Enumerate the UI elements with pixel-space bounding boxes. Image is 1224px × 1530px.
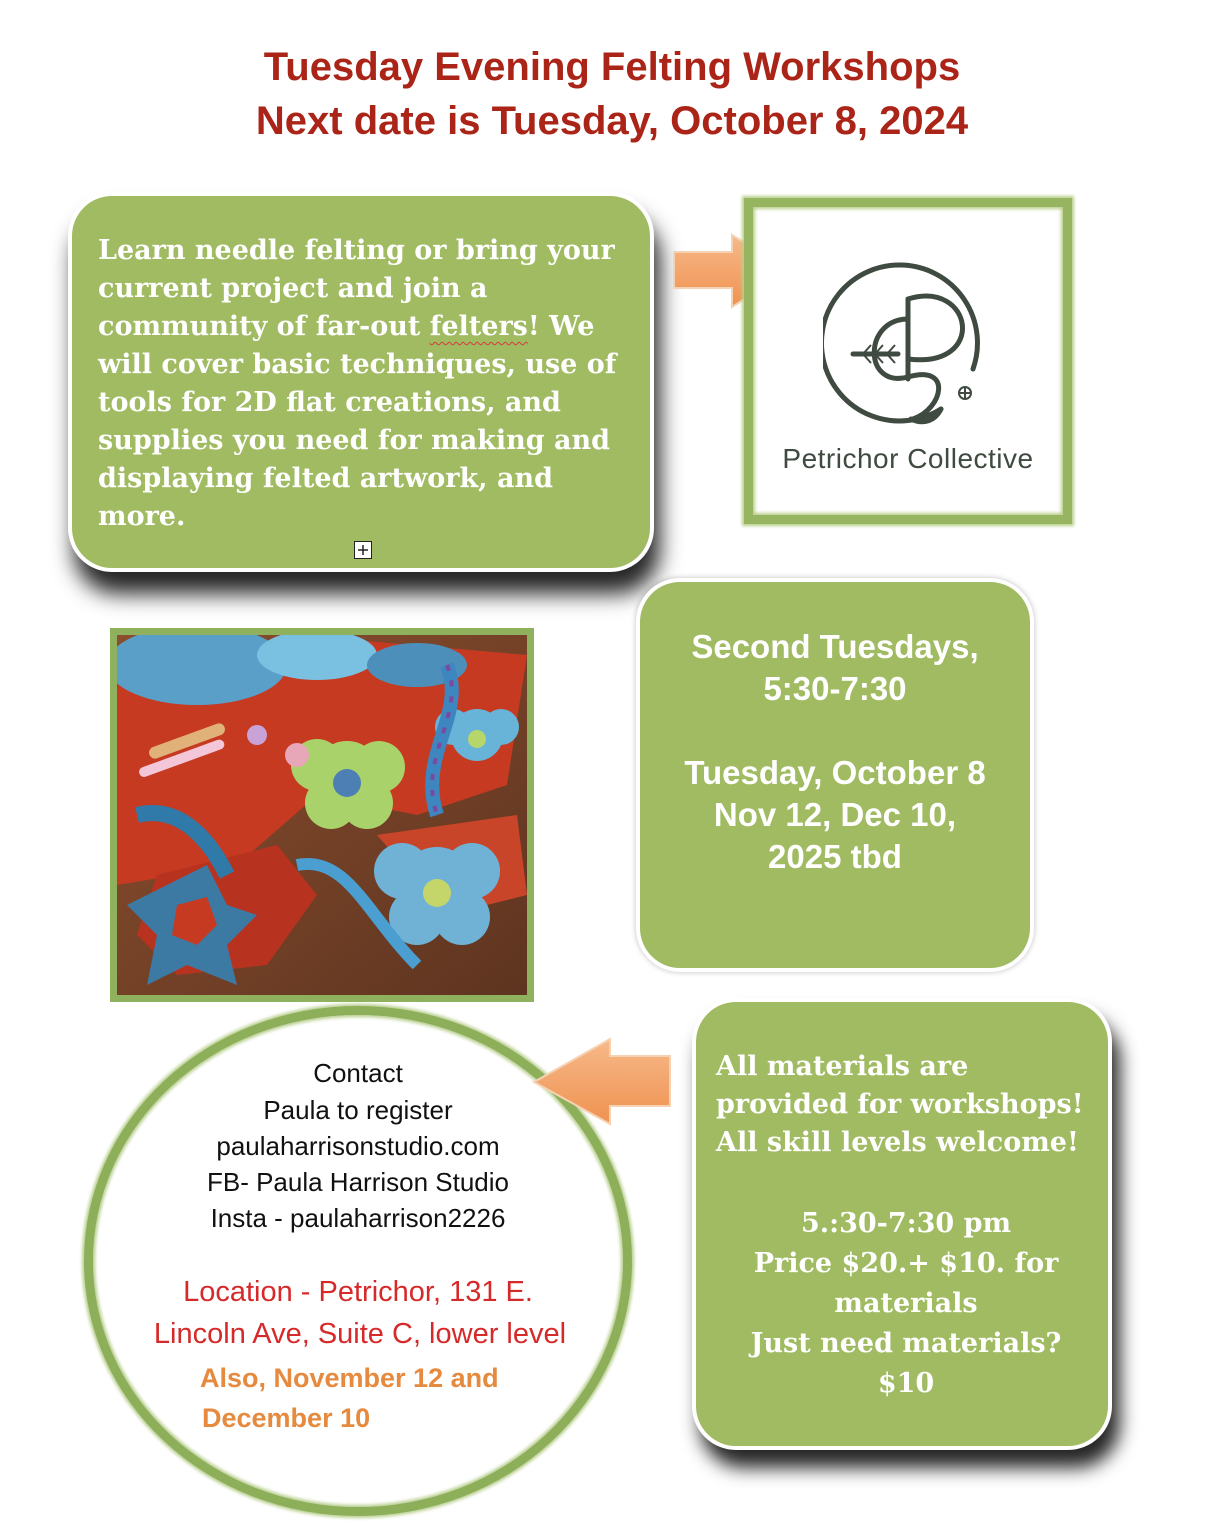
materials-need-price: $10: [877, 1368, 935, 1399]
schedule-line-3: Tuesday, October 8: [684, 754, 986, 791]
intro-text-part-2: ! We will cover basic techniques, use of tools for 2D flat creations, and supplies you need for making and displaying felted artwork, and more.: [98, 311, 617, 532]
intro-text: [98, 232, 638, 536]
contact-website[interactable]: paulaharrisonstudio.com: [216, 1131, 500, 1161]
schedule-line-1: Second Tuesdays,: [691, 628, 979, 665]
contact-facebook: FB- Paula Harrison Studio: [206, 1167, 510, 1197]
materials-box: [692, 998, 1112, 1450]
contact-line-1: Contact: [313, 1058, 403, 1088]
intro-text-part-1: Learn needle felting or bring your current project and join a community of far-out: [98, 235, 615, 342]
petrichor-logo-icon: [823, 259, 1003, 435]
contact-instagram: Insta - paulaharrison2226: [210, 1203, 506, 1233]
schedule-line-4: Nov 12, Dec 10,: [713, 796, 957, 833]
spellcheck-word: felters: [429, 311, 528, 342]
materials-line-2: provided for workshops!: [716, 1089, 1084, 1120]
location-line-2: Lincoln Ave, Suite C, lower level: [153, 1318, 567, 1350]
materials-intro: [716, 1048, 1106, 1162]
materials-line-1: All materials are: [716, 1051, 969, 1082]
intro-box: [68, 192, 654, 572]
materials-price-1: Price $20.+ $10. for: [753, 1248, 1059, 1279]
felt-artwork-image: [117, 635, 527, 995]
logo-name: Petrichor Collective: [782, 443, 1034, 474]
also-line-2: December 10: [202, 1403, 371, 1433]
expand-icon[interactable]: [354, 541, 372, 559]
schedule-box: [636, 578, 1034, 972]
materials-price-2: materials: [834, 1288, 978, 1319]
location-line-1: Location - Petrichor, 131 E.: [183, 1276, 533, 1308]
materials-time: 5.:30-7:30 pm: [800, 1208, 1012, 1239]
arrow-left-icon: [530, 1036, 674, 1128]
schedule-line-5: 2025 tbd: [768, 838, 902, 875]
title-line-2: Next date is Tuesday, October 8, 2024: [255, 99, 969, 143]
materials-pricing: [716, 1204, 1096, 1404]
materials-need-line: Just need materials?: [750, 1328, 1062, 1359]
logo-frame: [744, 198, 1072, 524]
schedule-line-2: 5:30-7:30: [763, 670, 907, 707]
also-line-1: Also, November 12 and: [200, 1363, 499, 1393]
felt-artwork-photo: [110, 628, 534, 1002]
contact-line-2: Paula to register: [263, 1095, 453, 1125]
materials-line-3: All skill levels welcome!: [716, 1127, 1079, 1158]
title-line-1: Tuesday Evening Felting Workshops: [263, 45, 961, 89]
